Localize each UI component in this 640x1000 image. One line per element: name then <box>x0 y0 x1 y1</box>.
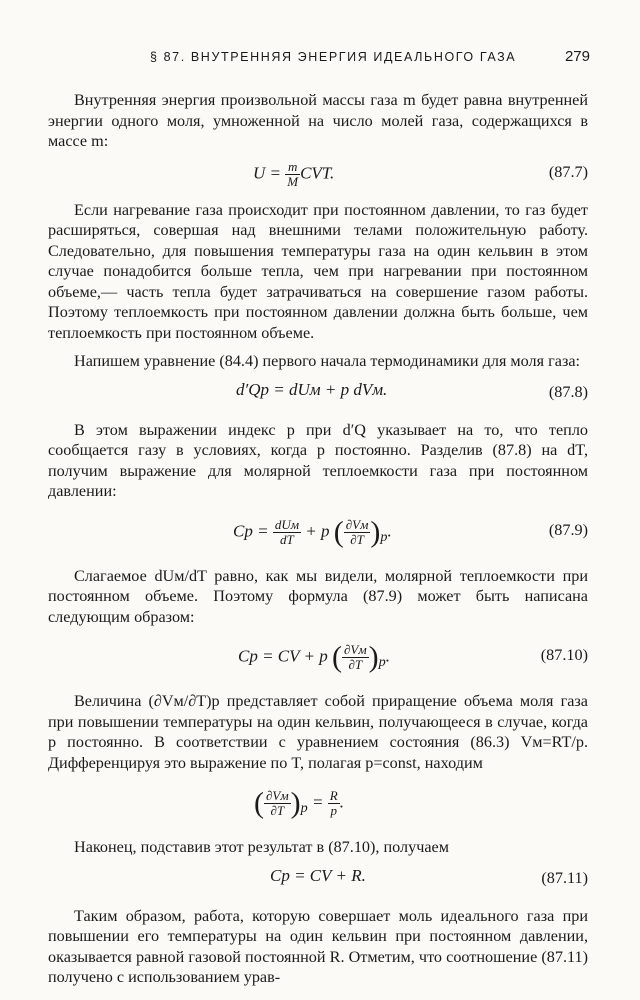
frac-numerator: dUм <box>274 516 299 532</box>
left-paren: ( <box>254 786 264 820</box>
equation-number: (87.8) <box>548 382 588 401</box>
eq-tail: . <box>385 646 390 666</box>
fraction <box>273 518 301 547</box>
equation-87-7 <box>48 156 588 188</box>
left-paren: ( <box>331 640 342 674</box>
frac-denominator: dT <box>280 531 294 547</box>
eq-tail: . <box>339 792 344 812</box>
paragraph-8: Таким образом, работа, которую совершает моль идеального газа при повышении его температуры на один кельвин при постоянном давлении, оказывается равной газовой постоянной R. Отметим, что соотношение (87.11) получено с использованием урав- <box>48 906 588 986</box>
paragraph-3: Напишем уравнение (84.4) первого начала термодинамики для моля газа: <box>74 352 581 370</box>
paragraph-4: В этом выражении индекс p при d′Q указывает на то, что тепло сообщается газу в условиях, когда p постоянно. Разделив (87.8) на dT, получим выражение для молярной теплоемкости газа при постоянном давлении: <box>48 420 588 500</box>
right-paren: ) <box>290 786 301 820</box>
equation-number: (87.9) <box>548 520 588 539</box>
eq-rhs: CVT. <box>300 162 335 182</box>
frac-numerator: ∂Vм <box>266 788 289 803</box>
right-paren: ) <box>370 515 381 548</box>
page-body <box>48 90 588 988</box>
frac-denominator: p <box>330 803 337 818</box>
left-paren: ( <box>333 515 344 548</box>
page-number: 279 <box>564 48 590 65</box>
subscript: p <box>380 528 388 545</box>
paragraph-1: Внутренняя энергия произвольной массы газа m будет равна внутренней энергии одного моля, умноженной на число молей газа, содержащихся в массе m: <box>48 91 588 150</box>
equation-number: (87.11) <box>541 868 588 887</box>
eq-lhs: Cp = <box>233 520 273 540</box>
equation-number: (87.7) <box>548 162 588 181</box>
partial-fraction <box>344 518 371 547</box>
frac-denominator: ∂T <box>270 803 285 818</box>
paragraph-5: Слагаемое dUм/dT равно, как мы видели, молярной теплоемкости при постоянном объеме. Поэтому формула (87.9) может быть написана следующим образом: <box>48 566 588 626</box>
fraction <box>328 789 340 818</box>
equation-87-8 <box>48 376 588 408</box>
eq-expression: Cp = CV + R. <box>270 865 366 885</box>
eq-lhs: Cp = CV + p <box>238 646 332 666</box>
eq-mid: + p <box>301 520 334 540</box>
subscript: p <box>300 799 308 816</box>
frac-numerator: m <box>285 160 300 175</box>
frac-denominator: ∂T <box>348 657 363 672</box>
equation-unnumbered <box>48 779 588 825</box>
equation-number: (87.10) <box>540 646 588 664</box>
right-paren: ) <box>368 640 379 674</box>
frac-numerator: ∂Vм <box>345 516 369 532</box>
paragraph-7: Наконец, подставив этот результат в (87.10), получаем <box>74 838 449 856</box>
equation-87-10 <box>48 633 588 679</box>
frac-denominator: M <box>287 173 299 189</box>
paragraph-6: Величина (∂Vм/∂T)p представляет собой приращение объема моля газа при повышении температуры на один кельвин, получающееся в случае, когда p постоянно. В соответствии с уравнением состояния (86.3) Vм=RT/p. Дифференцируя это выражение по T, полагая p=const, находим <box>48 692 588 772</box>
eq-tail: . <box>387 520 392 540</box>
paragraph-2: Если нагревание газа происходит при постоянном давлении, то газ будет расширяться, совершая над внешними телами положительную работу. Следовательно, для повышения температуры газа на один кельвин в этом случае понадобится больше тепла, чем при нагревании при постоянном объеме,— часть тепла будет затрачиваться на совершение газом работы. Поэтому теплоемкость при постоянном давлении должна быть больше, чем теплоемкость при постоянном объеме. <box>48 200 588 342</box>
page-header <box>150 48 590 70</box>
frac-numerator: R <box>329 788 338 803</box>
eq-lhs: U = <box>253 162 286 182</box>
frac-denominator: ∂T <box>350 531 364 547</box>
subscript: p <box>378 653 386 670</box>
partial-fraction <box>264 789 291 818</box>
partial-fraction <box>342 643 369 672</box>
equation-87-11 <box>48 862 588 894</box>
equation-87-9 <box>48 508 588 554</box>
frac-numerator: ∂Vм <box>343 642 367 657</box>
running-title: § 87. ВНУТРЕННЯЯ ЭНЕРГИЯ ИДЕАЛЬНОГО ГАЗА <box>150 50 517 64</box>
eq-expression: d′Qp = dUм + p dVм. <box>236 379 388 399</box>
fraction <box>285 160 300 189</box>
eq-equals: = <box>307 792 328 812</box>
